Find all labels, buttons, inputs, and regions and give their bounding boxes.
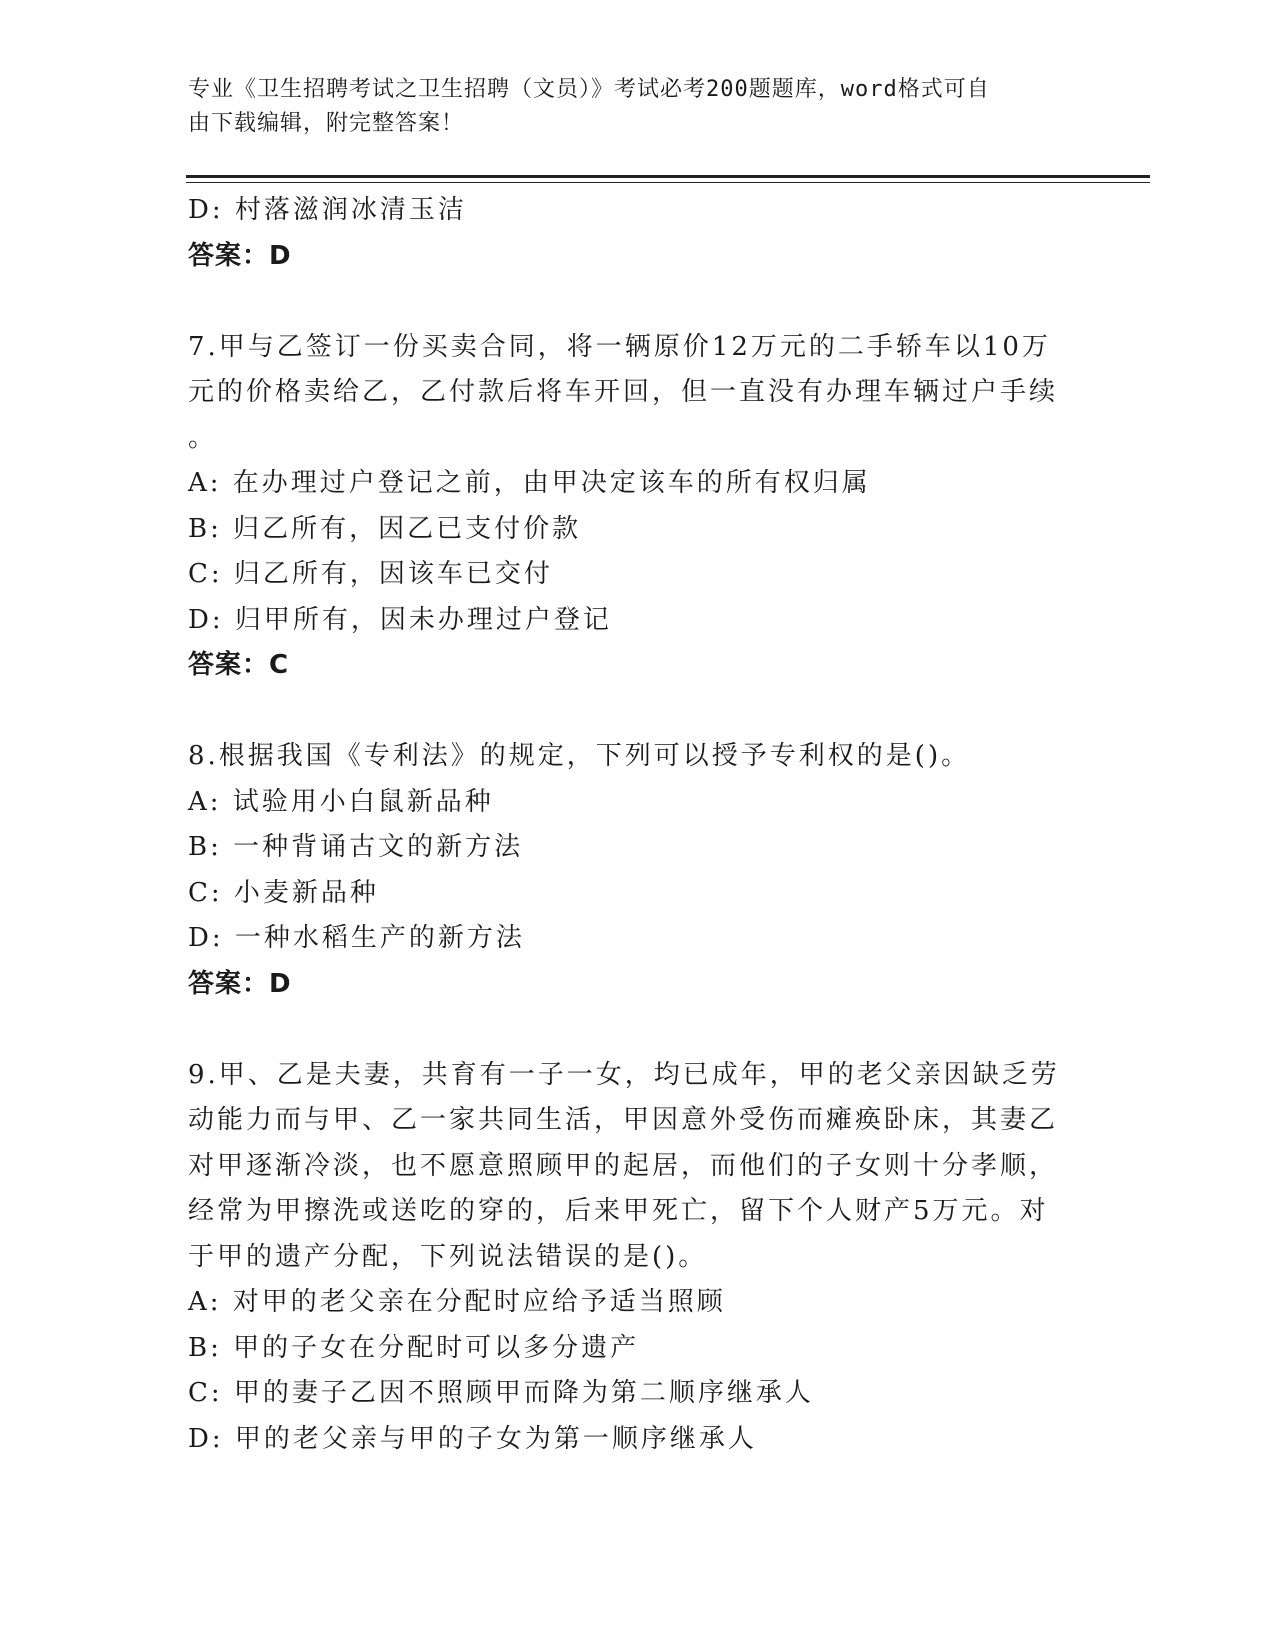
q7-stem-line-1: 7.甲与乙签订一份买卖合同，将一辆原价12万元的二手轿车以10万 bbox=[188, 331, 1051, 362]
q8-answer: 答案：D bbox=[188, 968, 292, 999]
q7-stem-line-2: 元的价格卖给乙，乙付款后将车开回，但一直没有办理车辆过户手续 bbox=[188, 377, 1059, 407]
q8-option-a: A: 试验用小白鼠新品种 bbox=[188, 786, 494, 817]
spacer bbox=[188, 1007, 1058, 1053]
q7-answer: 答案：C bbox=[188, 650, 290, 680]
header-rule-thin bbox=[186, 182, 1150, 183]
q9-stem-line-1: 9.甲、乙是夫妻，共育有一子一女，均已成年，甲的老父亲因缺乏劳 bbox=[188, 1059, 1060, 1090]
q9-option-b: B: 甲的子女在分配时可以多分遗产 bbox=[188, 1332, 640, 1363]
q9-option-a: A: 对甲的老父亲在分配时应给予适当照顾 bbox=[188, 1287, 726, 1317]
q9-stem-line-3: 对甲逐渐冷淡，也不愿意照顾甲的起居，而他们的子女则十分孝顺， bbox=[188, 1150, 1059, 1181]
document-body bbox=[188, 188, 1058, 1462]
q7-option-b: B: 归乙所有，因乙已支付价款 bbox=[188, 513, 582, 544]
spacer bbox=[188, 689, 1058, 735]
q9-stem-line-2: 动能力而与甲、乙一家共同生活，甲因意外受伤而瘫痪卧床，其妻乙 bbox=[188, 1105, 1059, 1135]
prev-option-d: D: 村落滋润冰清玉洁 bbox=[188, 195, 467, 225]
question-7 bbox=[188, 325, 1058, 689]
q9-option-c: C: 甲的妻子乙因不照顾甲而降为第二顺序继承人 bbox=[188, 1378, 814, 1408]
q9-stem-line-4: 经常为甲擦洗或送吃的穿的，后来甲死亡，留下个人财产5万元。对 bbox=[188, 1196, 1049, 1226]
spacer bbox=[188, 279, 1058, 325]
question-8 bbox=[188, 734, 1058, 1007]
prev-answer: 答案：D bbox=[188, 240, 292, 271]
document-header bbox=[188, 73, 1068, 141]
q7-option-c: C: 归乙所有，因该车已交付 bbox=[188, 559, 553, 589]
q8-option-c: C: 小麦新品种 bbox=[188, 877, 379, 908]
question-9 bbox=[188, 1053, 1058, 1463]
header-title-line-2: 由下载编辑，附完整答案！ bbox=[188, 111, 465, 136]
q7-stem-line-3: 。 bbox=[188, 422, 218, 453]
q8-option-d: D: 一种水稻生产的新方法 bbox=[188, 923, 525, 953]
q8-option-b: B: 一种背诵古文的新方法 bbox=[188, 832, 524, 862]
q8-stem-line-1: 8.根据我国《专利法》的规定，下列可以授予专利权的是()。 bbox=[188, 741, 971, 771]
header-title-line-1: 专业《卫生招聘考试之卫生招聘（文员）》考试必考200题题库，word格式可自 bbox=[188, 77, 990, 102]
q7-option-a: A: 在办理过户登记之前，由甲决定该车的所有权归属 bbox=[188, 468, 871, 498]
q9-option-d: D: 甲的老父亲与甲的子女为第一顺序继承人 bbox=[188, 1423, 757, 1454]
q9-stem-line-5: 于甲的遗产分配，下列说法错误的是()。 bbox=[188, 1241, 708, 1272]
header-rule-thick bbox=[186, 175, 1150, 178]
q7-option-d: D: 归甲所有，因未办理过户登记 bbox=[188, 604, 612, 635]
